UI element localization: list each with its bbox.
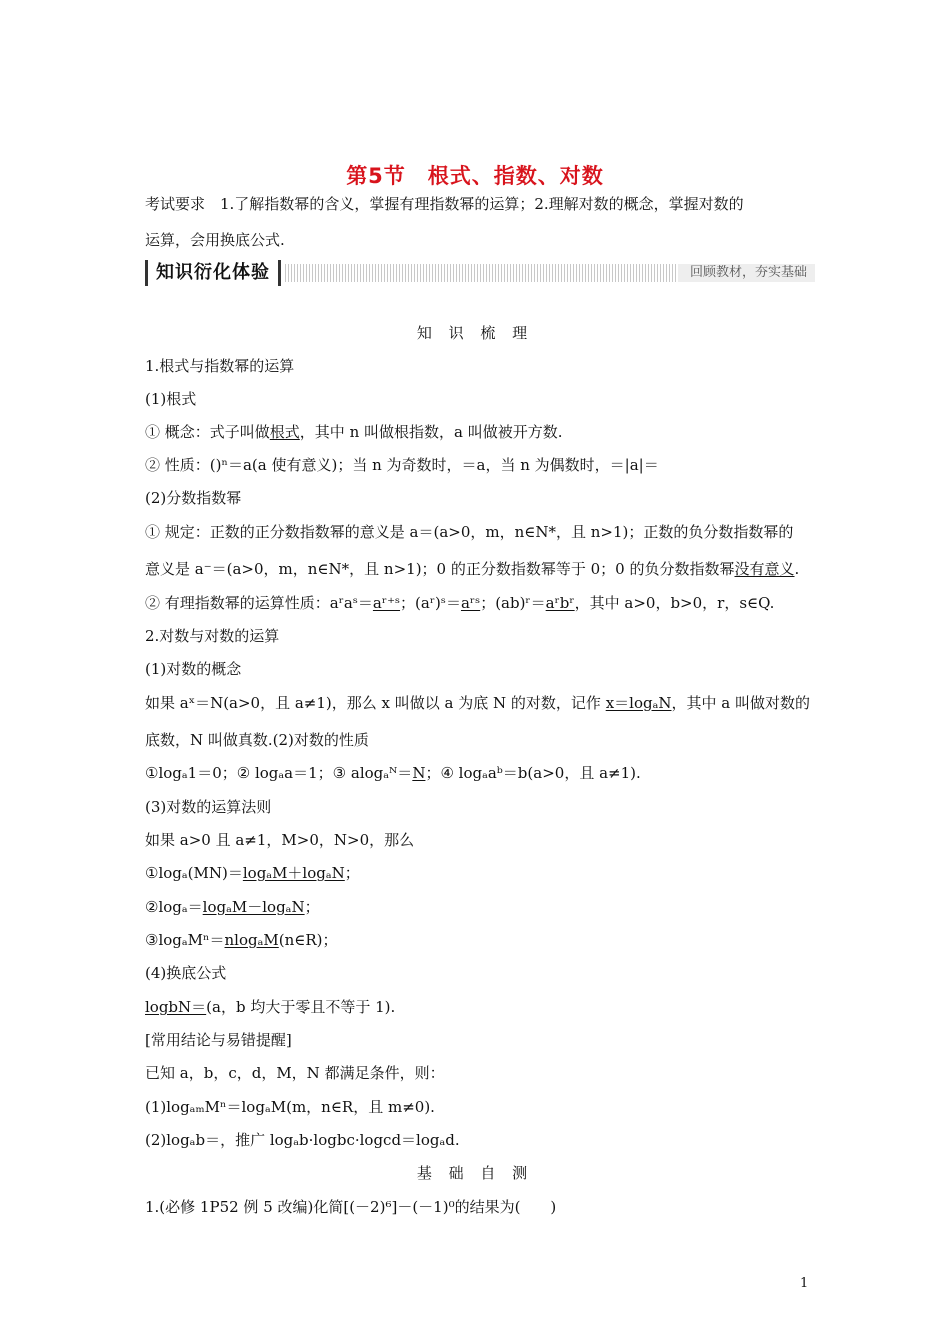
requirement-line-1: 考试要求 1.了解指数幂的含义，掌握有理指数幂的运算；2.理解对数的概念，掌握对数的	[145, 195, 744, 213]
text-line: (2)分数指数幂	[145, 489, 242, 507]
banner-motto: 回顾教材，夯实基础	[678, 264, 815, 282]
text-line: 已知 a，b，c，d，M，N 都满足条件，则：	[145, 1064, 445, 1082]
text-line: (4)换底公式	[145, 964, 227, 982]
exam-requirement	[145, 186, 810, 258]
banner-label: 知识衍化体验	[145, 260, 281, 286]
text-line: ③logₐMⁿ＝nlogₐM(n∈R)；	[145, 931, 338, 949]
question-1: 1.(必修 1P52 例 5 改编)化简[(－2)⁶]－(－1)⁰的结果为( )	[145, 1198, 557, 1216]
page-number: 1	[800, 1276, 809, 1291]
text-line: (1)对数的概念	[145, 660, 242, 678]
page-title: 第5节 根式、指数、对数	[346, 164, 604, 188]
text-line: 意义是 a⁻＝(a>0，m，n∈N*，且 n>1)；0 的正分数指数幂等于 0；0 的负分数指数幂没有意义.	[145, 560, 800, 578]
text-line: 底数，N 叫做真数.(2)对数的性质	[145, 731, 369, 749]
requirement-line-2: 运算，会用换底公式.	[145, 231, 285, 249]
text-line: 如果 a>0 且 a≠1，M>0，N>0，那么	[145, 831, 415, 849]
self-test-heading: 基 础 自 测	[416, 1164, 534, 1182]
text-line: ② 有理指数幂的运算性质：aʳaˢ＝aʳ⁺ˢ；(aʳ)ˢ＝aʳˢ；(ab)ʳ＝aʳbʳ，其中 a>0，b>0，r，s∈Q.	[145, 594, 775, 612]
text-line: 2.对数与对数的运算	[145, 627, 280, 645]
text-line: 1.根式与指数幂的运算	[145, 357, 295, 375]
text-line: ①logₐ(MN)＝logₐM＋logₐN；	[145, 864, 360, 882]
text-line: ①logₐ1＝0；② logₐa＝1；③ alogₐᴺ＝N；④ logₐaᵇ＝b(a>0，且 a≠1).	[145, 764, 641, 782]
text-line: (2)logₐb＝，推广 logₐb·logbc·logcd＝logₐd.	[145, 1131, 460, 1149]
section-banner	[145, 260, 815, 286]
text-line: 如果 aˣ＝N(a>0，且 a≠1)，那么 x 叫做以 a 为底 N 的对数，记作 x＝logₐN，其中 a 叫做对数的	[145, 694, 810, 712]
text-line: (1)根式	[145, 390, 197, 408]
text-line: (1)logₐₘMⁿ＝logₐM(m，n∈R，且 m≠0).	[145, 1098, 435, 1116]
text-line: ② 性质：()ⁿ＝a(a 使有意义)；当 n 为奇数时，＝a，当 n 为偶数时，＝|a|＝	[145, 456, 659, 474]
text-line: ① 概念：式子叫做根式，其中 n 叫做根指数，a 叫做被开方数.	[145, 423, 563, 441]
text-line: ① 规定：正数的正分数指数幂的意义是 a＝(a>0，m，n∈N*，且 n>1)；正数的负分数指数幂的	[145, 523, 794, 541]
text-line: ②logₐ＝logₐM－logₐN；	[145, 898, 320, 916]
text-line: (3)对数的运算法则	[145, 798, 272, 816]
text-line: [常用结论与易错提醒]	[145, 1031, 292, 1049]
text-line: logbN＝(a，b 均大于零且不等于 1).	[145, 998, 396, 1016]
knowledge-heading: 知 识 梳 理	[416, 324, 534, 342]
